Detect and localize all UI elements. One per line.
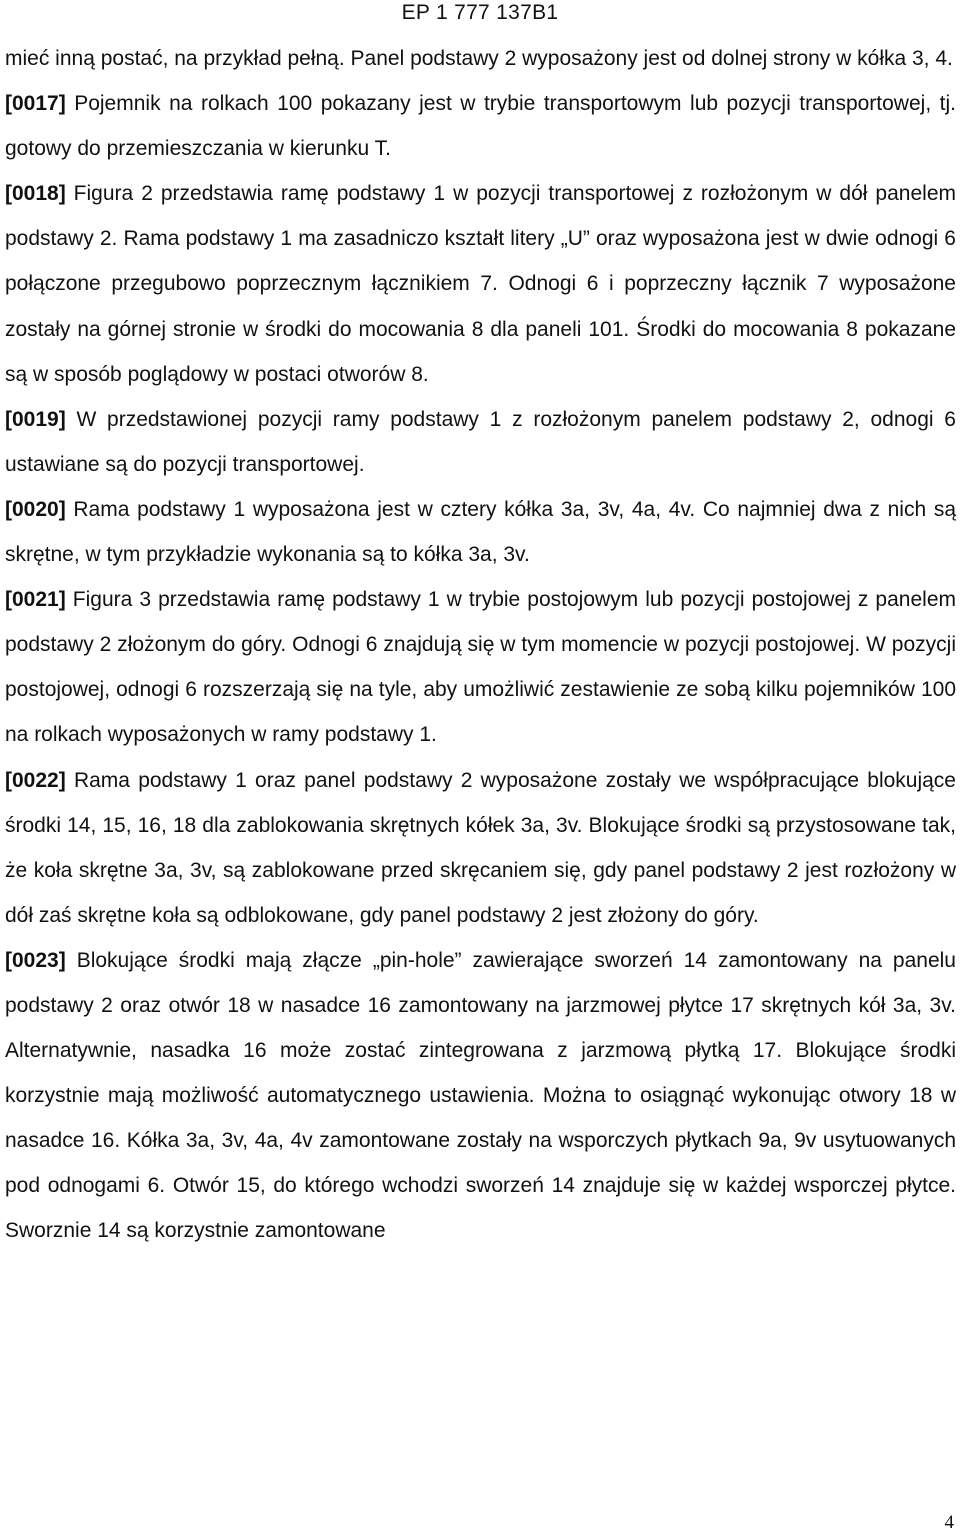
paragraph-text: mieć inną postać, na przykład pełną. Panel podstawy 2 wyposażony jest od dolnej strony w kółka 3, 4. (5, 47, 953, 70)
paragraph-text: Blokujące środki mają złącze „pin-hole” zawierające sworzeń 14 zamontowany na panelu podstawy 2 oraz otwór 18 w nasadce 16 zamontowany na jarzmowej płytce 17 skrętnych kół 3a, 3v. Alternatywnie, nasadka 16 może zostać zintegrowana z jarzmową płytką 17. Blokujące środki korzystnie mają możliwość automatycznego ustawienia. Można to osiągnąć wykonując otwory 18 w nasadce 16. Kółka 3a, 3v, 4a, 4v zamontowane zostały na wsporczych płytkach 9a, 9v usytuowanych pod odnogami 6. Otwór 15, do którego wchodzi sworzeń 14 znajduje się w każdej wsporczej płytce. Sworznie 14 są korzystnie zamontowane (5, 948, 956, 1243)
paragraph-0021 (5, 577, 956, 757)
paragraph-number: [0023] (5, 948, 66, 972)
paragraph-continued (5, 36, 956, 81)
paragraph-text: Rama podstawy 1 oraz panel podstawy 2 wyposażone zostały we współpracujące blokujące środki 14, 15, 16, 18 dla zablokowania skrętnych kółek 3a, 3v. Blokujące środki są przystosowane tak, że koła skrętne 3a, 3v, są zablokowane przed skręcaniem się, gdy panel podstawy 2 jest rozłożony w dół zaś skrętne koła są odblokowane, gdy panel podstawy 2 jest złożony do góry. (5, 768, 956, 927)
page-number: 4 (944, 1512, 954, 1533)
paragraph-0022 (5, 758, 956, 938)
paragraph-number: [0020] (5, 497, 66, 521)
paragraph-0023 (5, 938, 956, 1254)
body-text (5, 36, 956, 1254)
paragraph-0020 (5, 487, 956, 577)
paragraph-number: [0022] (5, 768, 66, 792)
paragraph-text: Rama podstawy 1 wyposażona jest w cztery kółka 3a, 3v, 4a, 4v. Co najmniej dwa z nich są skrętne, w tym przykładzie wykonania są to kółka 3a, 3v. (5, 497, 956, 567)
paragraph-0018 (5, 171, 956, 396)
paragraph-text: Figura 2 przedstawia ramę podstawy 1 w pozycji transportowej z rozłożonym w dół panelem podstawy 2. Rama podstawy 1 ma zasadniczo kształt litery „U” oraz wyposażona jest w dwie odnogi 6 połączone przegubowo poprzecznym łącznikiem 7. Odnogi 6 i poprzeczny łącznik 7 wyposażone zostały na górnej stronie w środki do mocowania 8 dla paneli 101. Środki do mocowania 8 pokazane są w sposób poglądowy w postaci otworów 8. (5, 182, 956, 386)
paragraph-text: Pojemnik na rolkach 100 pokazany jest w trybie transportowym lub pozycji transportowej, tj. gotowy do przemieszczania w kierunku T. (5, 92, 956, 161)
paragraph-number: [0019] (5, 407, 66, 431)
patent-number-header: EP 1 777 137B1 (401, 1, 559, 24)
paragraph-text: W przedstawionej pozycji ramy podstawy 1 z rozłożonym panelem podstawy 2, odnogi 6 ustawiane są do pozycji transportowej. (5, 407, 956, 476)
paragraph-number: [0018] (5, 182, 66, 206)
paragraph-0017 (5, 81, 956, 171)
paragraph-number: [0017] (5, 92, 66, 116)
paragraph-0019 (5, 397, 956, 487)
paragraph-number: [0021] (5, 588, 66, 612)
paragraph-text: Figura 3 przedstawia ramę podstawy 1 w trybie postojowym lub pozycji postojowej z panelem podstawy 2 złożonym do góry. Odnogi 6 znajdują się w tym momencie w pozycji postojowej. W pozycji postojowej, odnogi 6 rozszerzają się na tyle, aby umożliwić zestawienie ze sobą kilku pojemników 100 na rolkach wyposażonych w ramy podstawy 1. (5, 588, 956, 747)
